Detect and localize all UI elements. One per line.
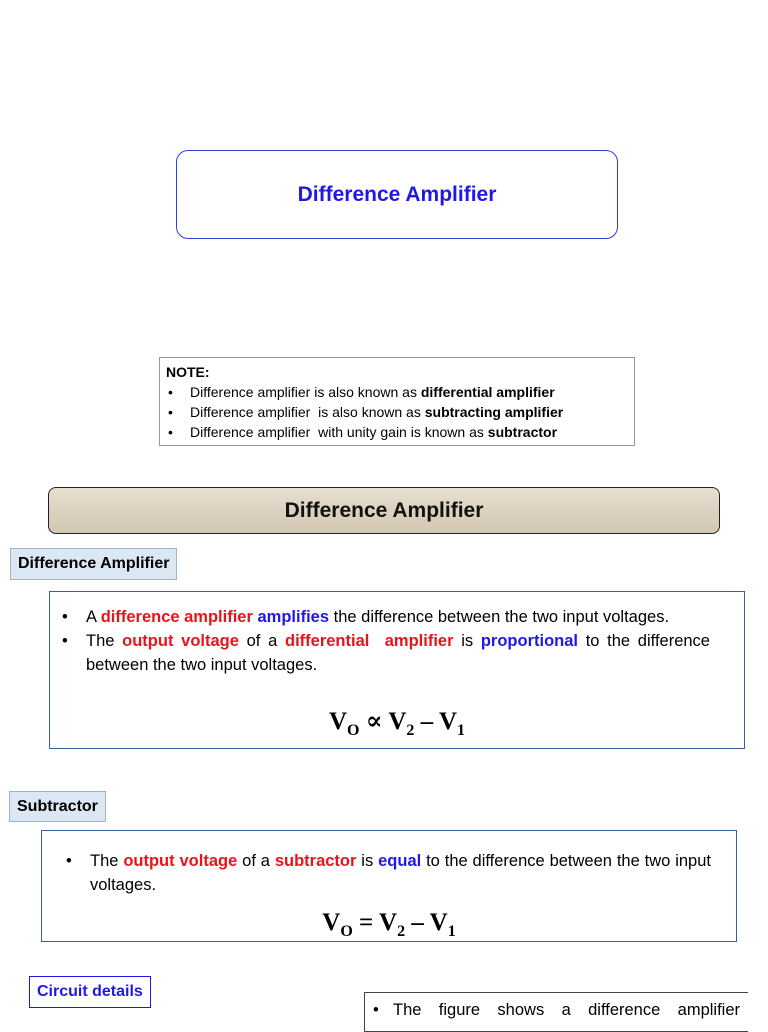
bullet-icon: •: [62, 632, 68, 650]
proportional-formula: [50, 710, 744, 743]
formula-part: – V: [414, 708, 458, 735]
note-item-bold: differential amplifier: [420, 384, 555, 400]
note-item-text: Difference amplifier with unity gain is known as: [190, 424, 488, 440]
formula-part: V: [322, 909, 341, 936]
note-box: [159, 357, 635, 446]
text-run: The figure shows a difference amplifier: [393, 1001, 740, 1019]
list-item: [62, 629, 710, 677]
text-run: of a: [238, 632, 285, 650]
text-run: The: [90, 852, 124, 870]
subtractor-formula: [42, 911, 736, 942]
formula-sub: O: [340, 923, 353, 940]
note-item: [166, 382, 628, 402]
title-box: [176, 150, 618, 239]
difference-amplifier-label: Difference Amplifier: [10, 548, 177, 580]
bullet-icon: •: [168, 384, 173, 400]
formula-sub: 1: [457, 722, 466, 739]
list-item: [62, 605, 710, 629]
highlight-blue: amplifies: [257, 608, 330, 626]
highlight-blue: proportional: [480, 632, 578, 650]
section-banner: [48, 487, 720, 534]
highlight-red: difference amplifier: [100, 608, 253, 626]
bullet-icon: •: [66, 852, 72, 870]
formula-sub: 2: [406, 722, 415, 739]
note-item-text: Difference amplifier is also known as: [190, 404, 425, 420]
circuit-description-box: [364, 992, 748, 1032]
subtractor-box: [41, 830, 737, 942]
list-item: [66, 849, 711, 897]
text-run: is: [453, 632, 481, 650]
bullet-icon: •: [168, 424, 173, 440]
bullet-icon: •: [168, 404, 173, 420]
text-run: A: [86, 608, 101, 626]
text-run: is: [356, 852, 379, 870]
highlight-red: subtractor: [274, 852, 357, 870]
text-run: to the difference between the two input voltages.: [90, 852, 711, 894]
formula-part: = V: [352, 909, 398, 936]
page-title: Difference Amplifier: [297, 182, 497, 206]
formula-sub: O: [347, 722, 360, 739]
formula-sub: 1: [447, 923, 456, 940]
banner-title: Difference Amplifier: [284, 498, 484, 522]
difference-amplifier-box: [49, 591, 745, 749]
list-item: [373, 998, 740, 1022]
highlight-red: output voltage: [123, 852, 238, 870]
text-run: to the difference between the two input voltages.: [86, 632, 710, 674]
note-item: [166, 422, 628, 442]
text-run: the difference between the two input voltages.: [329, 608, 670, 626]
note-item-bold: subtracting amplifier: [424, 404, 564, 420]
highlight-red: output voltage: [122, 632, 239, 650]
note-heading: NOTE:: [166, 364, 210, 380]
text-run: of a: [237, 852, 275, 870]
formula-part: – V: [405, 909, 448, 936]
highlight-blue: equal: [378, 852, 422, 870]
note-item: [166, 402, 628, 422]
note-item-text: Difference amplifier is also known as: [190, 384, 421, 400]
note-item-bold: subtractor: [487, 424, 558, 440]
formula-part: V: [328, 708, 348, 735]
bullet-icon: •: [62, 608, 68, 626]
circuit-details-label: Circuit details: [29, 976, 151, 1008]
formula-sub: 2: [397, 923, 406, 940]
subtractor-label: Subtractor: [9, 791, 106, 822]
formula-part: ∝ V: [359, 708, 407, 735]
highlight-red: differential amplifier: [284, 632, 454, 650]
text-run: The: [86, 632, 123, 650]
bullet-icon: •: [373, 1001, 379, 1019]
